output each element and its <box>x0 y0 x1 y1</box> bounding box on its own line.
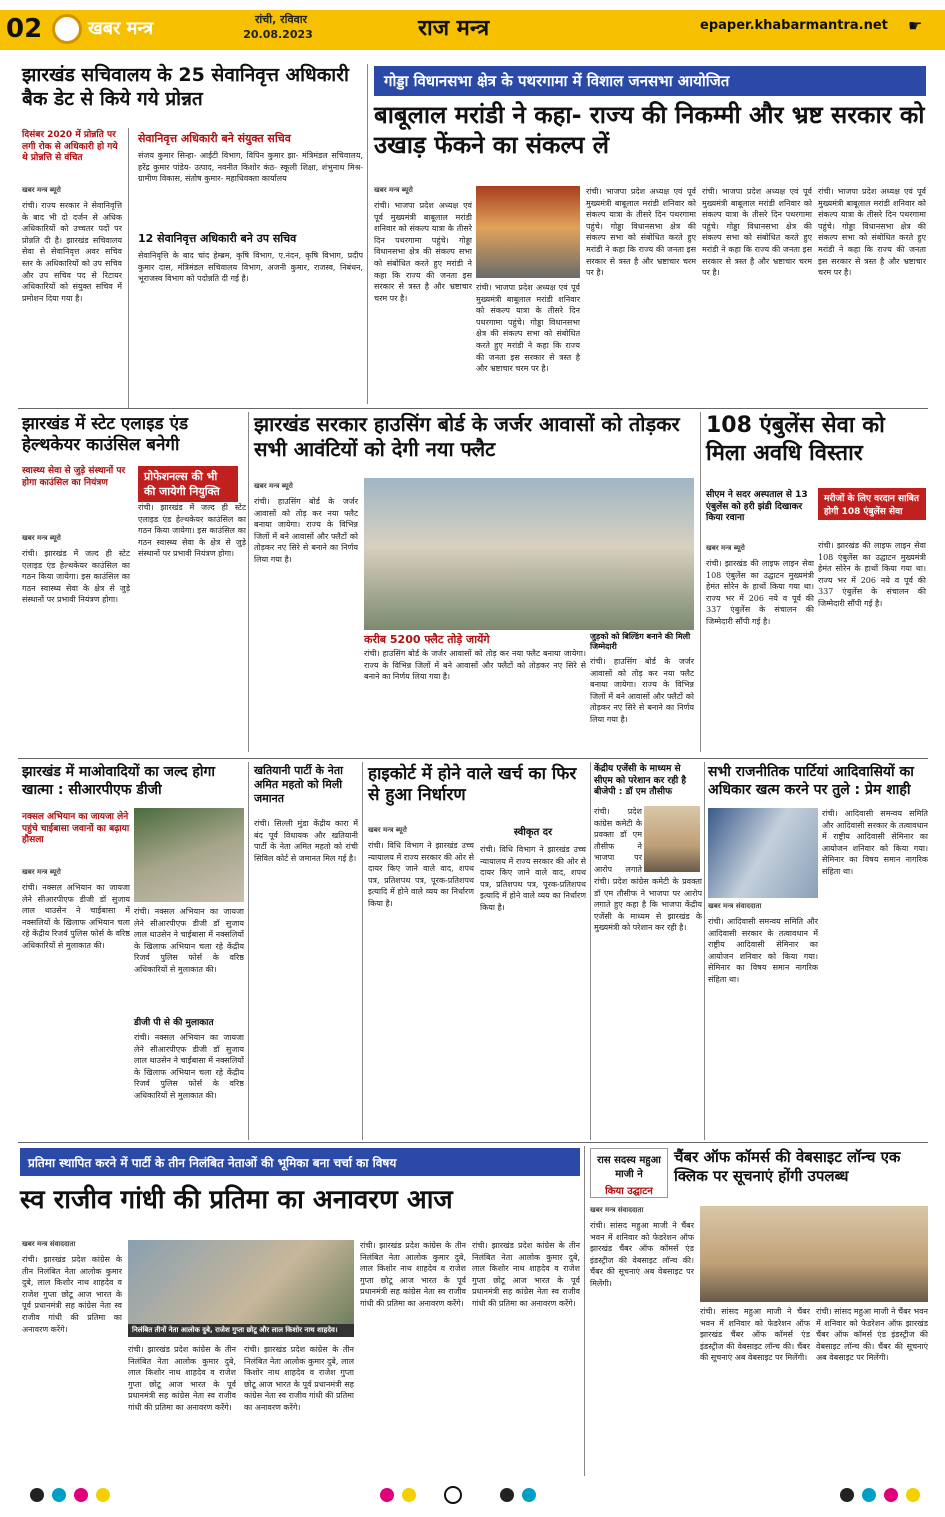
story11-headline: स्व राजीव गांधी की प्रतिमा का अनावरण आज <box>20 1185 453 1215</box>
suspended-leaders-photo <box>128 1240 354 1324</box>
registration-dot <box>840 1488 854 1502</box>
story3-byline: खबर मन्त्र ब्यूरो <box>22 534 61 542</box>
story6-body-col3: रांची। नक्सल अभियान का जायजा लेने सीआरपीएफ डीजी डॉ सुजाय लाल थाउसेन ने चाईबासा में नक्सलियों के खिलाफ अभियान चला रहे केंद्रीय रिजर्व पुलिस फोर्स के वरिष्ठ अधिकारियों से मुलाकात की। <box>134 1033 244 1100</box>
story1-headline: झारखंड सचिवालय के 25 सेवानिवृत्त अधिकारी बैक डेट से किये गये प्रोन्नत <box>22 64 349 110</box>
story8-box-title: स्वीकृत दर <box>513 827 553 838</box>
story5-intro: सीएम ने सदर अस्पताल से 13 एंबुलेंस को हरी झंडी दिखाकर किया रवाना <box>706 490 808 524</box>
brand-name: खबर मन्त्र <box>88 18 154 39</box>
registration-dot <box>522 1488 536 1502</box>
story1-body-col1: रांची। राज्य सरकार ने सेवानिवृत्ति के बाद भी दो दर्जन से अधिक अधिकारियों को उच्चतर पदों पर प्रोन्नति दी है। झारखंड सचिवालय सेवा से सेवानिवृत्त अवर सचिव स्तर के अधिकारियों को उप सचिव और उप सचिव पद से रिटायर अधिकारियों को संयुक्त सचिव में प्रमोशन दिया गया है। <box>22 201 122 303</box>
column-divider <box>584 1146 585 1476</box>
story4-body-col3: रांची। हाउसिंग बोर्ड के जर्जर आवासों को तोड़ कर नया फ्लैट बनाया जायेगा। राज्य के विभिन्न जिलों में बने आवासों और फ्लैटों को तोड़कर नए सिरे से बनाने का निर्णय लिया गया है। <box>590 657 694 724</box>
story6-headline: झारखंड में माओवादियों का जल्द होगा खात्मा : सीआरपीएफ डीजी <box>22 764 215 798</box>
story11-body-col3: रांची। झारखंड प्रदेश कांग्रेस के तीन निलंबित नेता आलोक कुमार दुबे, लाल किशोर नाथ शाहदेव व राजेश गुप्ता छोटू आज भारत के पूर्व प्रधानमंत्री सह कांग्रेस नेता स्व राजीव गांधी की प्रतिमा का अनावरण करेंगे। <box>244 1345 354 1412</box>
story5-highlight-box: मरीजों के लिए वरदान साबित होगी 108 एंबुलेंस सेवा <box>818 488 926 520</box>
story4-body-col2: रांची। हाउसिंग बोर्ड के जर्जर आवासों को तोड़ कर नया फ्लैट बनाया जायेगा। राज्य के विभिन्न जिलों में बने आवासों और फ्लैटों को तोड़कर नए सिरे से बनाने का निर्णय लिया गया है। <box>364 649 586 682</box>
story3-body-col1: रांची। झारखंड में जल्द ही स्टेट एलाइड एंड हेल्थकेयर काउंसिल का गठन किया जायेगा। इस काउंसिल का गठन स्वास्थ्य सेवा के क्षेत्र से जुड़े संस्थानों पर प्रभावी नियंत्रण होगा। <box>22 549 130 605</box>
crosshair-icon <box>444 1486 462 1504</box>
story11-kicker-banner <box>20 1148 580 1176</box>
section-divider <box>18 758 928 759</box>
story10-byline: खबर मन्त्र संवाददाता <box>708 902 762 910</box>
story11-body-col2: रांची। झारखंड प्रदेश कांग्रेस के तीन निलंबित नेता आलोक कुमार दुबे, लाल किशोर नाथ शाहदेव व राजेश गुप्ता छोटू आज भारत के पूर्व प्रधानमंत्री सह कांग्रेस नेता स्व राजीव गांधी की प्रतिमा का अनावरण करेंगे। <box>128 1345 236 1412</box>
registration-dot <box>30 1488 44 1502</box>
housing-board-building-photo <box>364 478 694 630</box>
registration-dot <box>862 1488 876 1502</box>
story10-headline: सभी राजनीतिक पार्टियां आदिवासियों का अधिकार खत्म करने पर तुले : प्रेम शाही <box>708 764 914 798</box>
story5-headline: 108 एंबुलेंस सेवा को मिला अवधि विस्तार <box>706 413 885 466</box>
story2-body-col3: रांची। भाजपा प्रदेश अध्यक्ष एवं पूर्व मुख्यमंत्री बाबूलाल मरांडी शनिवार को संकल्प यात्रा के तीसरे दिन पथरगामा पहुंचे। गोड्डा विधानसभा क्षेत्र की संकल्प सभा को संबोधित करते हुए मरांडी ने कहा कि राज्य की जनता इस सरकार से त्रस्त है और भ्रष्टाचार चरम पर है। <box>586 187 696 278</box>
column-divider <box>700 412 701 752</box>
website-launch-photo <box>700 1206 928 1302</box>
column-divider <box>362 762 363 1140</box>
column-divider <box>367 64 368 404</box>
story11-body-col1: रांची। झारखंड प्रदेश कांग्रेस के तीन निलंबित नेता आलोक कुमार दुबे, लाल किशोर नाथ शाहदेव व राजेश गुप्ता छोटू आज भारत के पूर्व प्रधानमंत्री सह कांग्रेस नेता स्व राजीव गांधी की प्रतिमा का अनावरण करेंगे। <box>22 1255 122 1334</box>
story8-body-col1: रांची। विधि विभाग ने झारखंड उच्च न्यायालय में राज्य सरकार की ओर से दायर किए जाने वाले वाद, शपथ पत्र, प्रतिशपथ पत्र, पूरक-प्रतिशपथ इत्यादि में होने वाले व्यय का निर्धारण किया है। <box>368 841 474 908</box>
story8-body-col2: रांची। विधि विभाग ने झारखंड उच्च न्यायालय में राज्य सरकार की ओर से दायर किए जाने वाले वाद, शपथ पत्र, प्रतिशपथ पत्र, पूरक-प्रतिशपथ इत्यादि में होने वाले व्यय का निर्धारण किया है। <box>480 845 586 912</box>
story8-byline: खबर मन्त्र ब्यूरो <box>368 826 407 834</box>
story2-body-col5: रांची। भाजपा प्रदेश अध्यक्ष एवं पूर्व मुख्यमंत्री बाबूलाल मरांडी शनिवार को संकल्प यात्रा के तीसरे दिन पथरगामा पहुंचे। गोड्डा विधानसभा क्षेत्र की संकल्प सभा को संबोधित करते हुए मरांडी ने कहा कि राज्य की जनता इस सरकार से त्रस्त है और भ्रष्टाचार चरम पर है। <box>818 187 926 278</box>
section-title: राज मन्त्र <box>418 15 490 41</box>
story5-body-col2: रांची। झारखंड की लाइफ लाइन सेवा 108 एंबुलेंस का उद्घाटन मुख्यमंत्री हेमंत सोरेन के हाथों किया गया था। राज्य भर में 206 नये व पूर्व की 337 एंबुलेंस के संचालन की जिम्मेदारी सौंपी गई है। <box>818 541 926 608</box>
registration-dot <box>500 1488 514 1502</box>
story12-body-col2: रांची। सांसद महुआ माजी ने चैंबर भवन में शनिवार को फेडरेशन ऑफ झारखंड चैंबर ऑफ कॉमर्स एंड इंडस्ट्रीज की वेबसाइट लॉन्च की। चैंबर की सूचनाएं अब वेबसाइट पर मिलेंगी। <box>700 1307 810 1363</box>
story7-body: रांची। सिल्ली मुंडा केंद्रीय कारा में बंद पूर्व विधायक और खतियानी पार्टी के नेता अमित महतो को रांची सिविल कोर्ट से जमानत मिल गई है। <box>254 819 358 863</box>
story10-body-col1: रांची। आदिवासी समन्वय समिति और आदिवासी सरकार के तत्वावधान में राष्ट्रीय आदिवासी सेमिनार का आयोजन शनिवार को किया गया। सेमिनार का विषय समान नागरिक संहिता था। <box>708 917 818 984</box>
crpf-dg-photo <box>134 808 244 902</box>
story3-highlight-box: प्रोफेशनल्स की भी की जायेगी नियुक्ति <box>138 466 238 502</box>
brand-logo-icon <box>52 14 82 44</box>
story3-headline: झारखंड में स्टेट एलाइड एंड हेल्थकेयर काउंसिल बनेगी <box>22 414 189 456</box>
story2-headline: बाबूलाल मरांडी ने कहा- राज्य की निकम्मी और भ्रष्ट सरकार को उखाड़ फेंकने का संकल्प लें <box>374 101 925 159</box>
story3-body-col2: रांची। झारखंड में जल्द ही स्टेट एलाइड एंड हेल्थकेयर काउंसिल का गठन किया जायेगा। इस काउंसिल का गठन स्वास्थ्य सेवा के क्षेत्र से जुड़े संस्थानों पर प्रभावी नियंत्रण होगा। <box>138 503 246 559</box>
story4-byline: खबर मन्त्र ब्यूरो <box>254 482 293 490</box>
column-divider <box>248 412 249 752</box>
story12-headline: चैंबर ऑफ कॉमर्स की वेबसाइट लॉन्च एक क्लिक पर सूचनाएं होंगी उपलब्ध <box>674 1148 901 1185</box>
page-number: 02 <box>6 14 43 44</box>
story11-byline: खबर मन्त्र संवाददाता <box>22 1240 76 1248</box>
story2-kicker-banner <box>374 66 926 96</box>
story2-body-col2: रांची। भाजपा प्रदेश अध्यक्ष एवं पूर्व मुख्यमंत्री बाबूलाल मरांडी शनिवार को संकल्प यात्रा के तीसरे दिन पथरगामा पहुंचे। गोड्डा विधानसभा क्षेत्र की संकल्प सभा को संबोधित करते हुए मरांडी ने कहा कि राज्य की जनता इस सरकार से त्रस्त है और भ्रष्टाचार चरम पर है। <box>476 283 580 374</box>
dateline-date: 20.08.2023 <box>243 28 313 41</box>
babulal-marandi-photo <box>476 186 580 278</box>
story9-headline: केंद्रीय एजेंसी के माध्यम से सीएम को परेशान कर रही है बीजेपी : डॉ एम तौसीफ <box>594 764 687 798</box>
story8-headline: हाइकोर्ट में होने वाले खर्च का फिर से हुआ निर्धारण <box>368 764 577 806</box>
column-divider <box>248 762 249 1140</box>
story6-body-col2: रांची। नक्सल अभियान का जायजा लेने सीआरपीएफ डीजी डॉ सुजाय लाल थाउसेन ने चाईबासा में नक्सलियों के खिलाफ अभियान चला रहे केंद्रीय रिजर्व पुलिस फोर्स के वरिष्ठ अधिकारियों से मुलाकात की। <box>134 907 244 974</box>
story11-body-col5: रांची। झारखंड प्रदेश कांग्रेस के तीन निलंबित नेता आलोक कुमार दुबे, लाल किशोर नाथ शाहदेव व राजेश गुप्ता छोटू आज भारत के पूर्व प्रधानमंत्री सह कांग्रेस नेता स्व राजीव गांधी की प्रतिमा का अनावरण करेंगे। <box>472 1241 580 1308</box>
section-divider <box>18 1142 928 1143</box>
story4-subhead: जुड़को को बिल्डिंग बनाने की मिली जिम्मेदारी <box>590 632 691 652</box>
story2-kicker: गोड्डा विधानसभा क्षेत्र के पथरगामा में विशाल जनसभा आयोजित <box>384 72 730 90</box>
registration-dot <box>402 1488 416 1502</box>
story6-subhead: नक्सल अभियान का जायजा लेने पहुंचे चाईबासा जवानों का बढ़ाया हौसला <box>22 812 130 846</box>
story1-subhead-2: 12 सेवानिवृत्त अधिकारी बने उप सचिव <box>138 232 297 245</box>
story11-photo-caption: निलंबित तीनों नेता आलोक दुबे, राजेश गुप्ता छोटू और लाल किशोर नाथ शाहदेव। <box>128 1324 354 1337</box>
tribal-seminar-photo <box>708 808 818 898</box>
registration-dot <box>380 1488 394 1502</box>
story6-byline: खबर मन्त्र ब्यूरो <box>22 868 61 876</box>
story1-byline: खबर मन्त्र ब्यूरो <box>22 186 61 194</box>
story12-body-col3: रांची। सांसद महुआ माजी ने चैंबर भवन में शनिवार को फेडरेशन ऑफ झारखंड चैंबर ऑफ कॉमर्स एंड इंडस्ट्रीज की वेबसाइट लॉन्च की। चैंबर की सूचनाएं अब वेबसाइट पर मिलेंगी। <box>816 1307 928 1363</box>
story5-byline: खबर मन्त्र ब्यूरो <box>706 544 745 552</box>
pointer-icon: ☛ <box>908 16 923 35</box>
story1-subhead-1: सेवानिवृत्त अधिकारी बने संयुक्त सचिव <box>138 132 291 145</box>
story10-body-col2: रांची। आदिवासी समन्वय समिति और आदिवासी सरकार के तत्वावधान में राष्ट्रीय आदिवासी सेमिनार का आयोजन शनिवार को किया गया। सेमिनार का विषय समान नागरिक संहिता था। <box>822 809 928 876</box>
story1-intro: दिसंबर 2020 में प्रोन्नति पर लगी रोक से अधिकारी हो गये थे प्रोन्नत्ति से वंचित <box>22 130 118 164</box>
story9-body-col1: रांची। प्रदेश कांग्रेस कमेटी के प्रवक्ता डॉ एम तौसीफ ने भाजपा पर आरोप लगाते <box>594 807 642 874</box>
story12-body-col1: रांची। सांसद महुआ माजी ने चैंबर भवन में शनिवार को फेडरेशन ऑफ झारखंड चैंबर ऑफ कॉमर्स एंड इंडस्ट्रीज की वेबसाइट लॉन्च की। चैंबर की सूचनाएं अब वेबसाइट पर मिलेंगी। <box>590 1221 694 1288</box>
story7-headline: खतियानी पार्टी के नेता अमित महतो को मिली जमानत <box>254 764 343 805</box>
epaper-link[interactable]: epaper.khabarmantra.net <box>700 18 888 33</box>
story2-byline: खबर मन्त्र ब्यूरो <box>374 186 413 194</box>
story1-body-col3: सेवानिवृत्ति के बाद चांद हेम्ब्रम, कृषि विभाग, ए.नंदन, कृषि विभाग, प्रदीप कुमार दास, मंत्रिमंडल सचिवालय विभाग, अजनी कुमार, राजस्व, निबंधन, भूराजस्व विभाग को पदोन्नति दी गई है। <box>138 251 363 284</box>
section-divider <box>18 408 928 409</box>
registration-dot <box>906 1488 920 1502</box>
story4-photo-caption: करीब 5200 फ्लैट तोड़े जायेंगे <box>364 633 490 646</box>
story3-subhead: स्वास्थ्य सेवा से जुड़े संस्थानों पर होगा काउंसिल का नियंत्रण <box>22 466 126 488</box>
column-divider <box>590 762 591 1140</box>
column-divider <box>704 762 705 1140</box>
story4-body-col1: रांची। हाउसिंग बोर्ड के जर्जर आवासों को तोड़ कर नया फ्लैट बनाया जायेगा। राज्य के विभिन्न जिलों में बने आवासों और फ्लैटों को तोड़कर नए सिरे से बनाने का निर्णय लिया गया है। <box>254 497 358 564</box>
tauseef-portrait-photo <box>644 806 700 872</box>
story11-body-col4: रांची। झारखंड प्रदेश कांग्रेस के तीन निलंबित नेता आलोक कुमार दुबे, लाल किशोर नाथ शाहदेव व राजेश गुप्ता छोटू आज भारत के पूर्व प्रधानमंत्री सह कांग्रेस नेता स्व राजीव गांधी की प्रतिमा का अनावरण करेंगे। <box>360 1241 466 1308</box>
story11-kicker: प्रतिमा स्थापित करने में पार्टी के तीन निलंबित नेताओं की भूमिका बना चर्चा का विषय <box>28 1156 397 1170</box>
story12-kicker-line1: रास सदस्य महुआ माजी ने <box>597 1155 661 1180</box>
story5-body-col1: रांची। झारखंड की लाइफ लाइन सेवा 108 एंबुलेंस का उद्घाटन मुख्यमंत्री हेमंत सोरेन के हाथों किया गया था। राज्य भर में 206 नये व पूर्व की 337 एंबुलेंस के संचालन की जिम्मेदारी सौंपी गई है। <box>706 559 814 626</box>
story6-box: डीजी पी से की मुलाकात <box>134 1018 214 1028</box>
registration-dot <box>74 1488 88 1502</box>
story4-headline: झारखंड सरकार हाउसिंग बोर्ड के जर्जर आवासों को तोड़कर सभी आवंटियों को देगी नया फ्लैट <box>254 412 680 461</box>
story12-kicker-line2: किया उद्घाटन <box>605 1186 653 1197</box>
story1-body-col2: संजय कुमार सिन्हा- आईटी विभाग, विपिन कुमार झा- मंत्रिमंडल सचिवालय, हरेंद्र कुमार पांडेय- उत्पाद, नवनीत किशोर कंठ- स्कूली शिक्षा, शंभुनाथ मिश्र- ग्रामीण विकास, संतोष कुमार- महाधिवक्ता कार्यालय <box>138 151 363 184</box>
dateline-city: रांची, रविवार <box>254 13 308 26</box>
registration-dot <box>884 1488 898 1502</box>
registration-dot <box>96 1488 110 1502</box>
story6-body-col1: रांची। नक्सल अभियान का जायजा लेने सीआरपीएफ डीजी डॉ सुजाय लाल थाउसेन ने चाईबासा में नक्सलियों के खिलाफ अभियान चला रहे केंद्रीय रिजर्व पुलिस फोर्स के वरिष्ठ अधिकारियों से मुलाकात की। <box>22 883 130 950</box>
story12-byline: खबर मन्त्र संवाददाता <box>590 1206 644 1214</box>
story12-kicker-box <box>590 1148 668 1198</box>
print-registration-marks <box>0 1478 945 1512</box>
column-divider <box>128 128 129 408</box>
story2-body-col4: रांची। भाजपा प्रदेश अध्यक्ष एवं पूर्व मुख्यमंत्री बाबूलाल मरांडी शनिवार को संकल्प यात्रा के तीसरे दिन पथरगामा पहुंचे। गोड्डा विधानसभा क्षेत्र की संकल्प सभा को संबोधित करते हुए मरांडी ने कहा कि राज्य की जनता इस सरकार से त्रस्त है और भ्रष्टाचार चरम पर है। <box>702 187 812 278</box>
story2-body-col1: रांची। भाजपा प्रदेश अध्यक्ष एवं पूर्व मुख्यमंत्री बाबूलाल मरांडी शनिवार को संकल्प यात्रा के तीसरे दिन पथरगामा पहुंचे। गोड्डा विधानसभा क्षेत्र की संकल्प सभा को संबोधित करते हुए मरांडी ने कहा कि राज्य की जनता इस सरकार से त्रस्त है और भ्रष्टाचार चरम पर है। <box>374 201 472 303</box>
story9-body-col2: रांची। प्रदेश कांग्रेस कमेटी के प्रवक्ता डॉ एम तौसीफ ने भाजपा पर आरोप लगाते हुए कहा है कि भाजपा केंद्रीय एजेंसी के माध्यम से झारखंड के मुख्यमंत्री को परेशान कर रही है। <box>594 877 702 933</box>
registration-dot <box>52 1488 66 1502</box>
